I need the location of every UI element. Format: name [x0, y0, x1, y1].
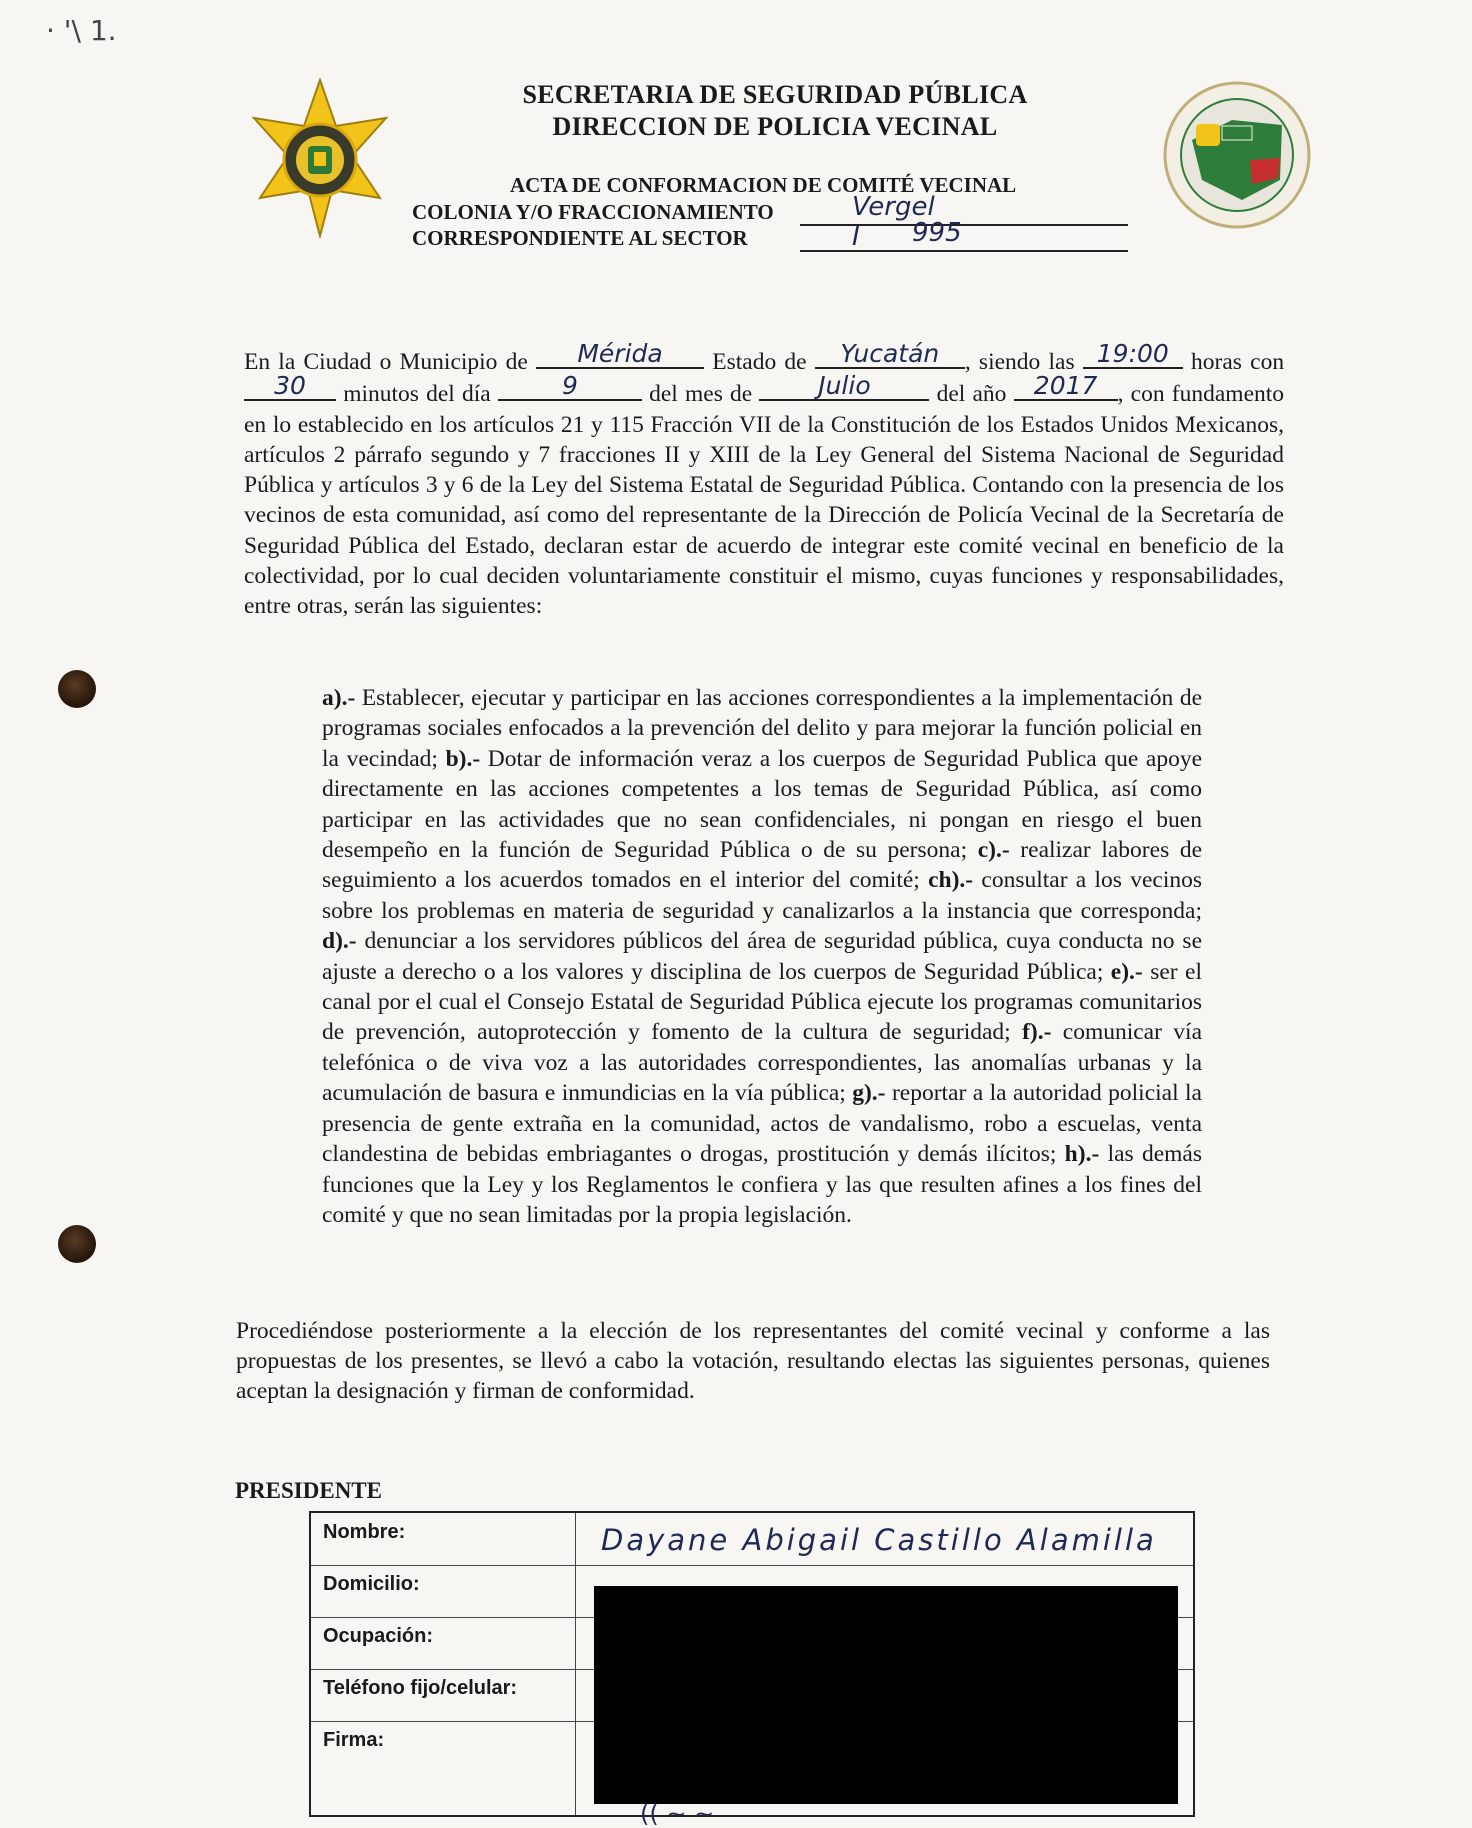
func-g-key: g).-: [852, 1080, 886, 1107]
punch-hole-top: [58, 670, 96, 708]
func-g-text: reportar a la autoridad policial la presencia de gente extraña en la comunidad, actos de vandalismo, robo a escuelas, venta clandestina de bebidas embriagantes o drogas, prostitución y demás ilícitos;: [322, 1080, 1202, 1168]
func-e-key: e).-: [1110, 958, 1143, 985]
table-row-nombre: [311, 1513, 1193, 1566]
header-title: SECRETARIA DE SEGURIDAD PÚBLICA: [522, 80, 1028, 109]
minutos-value: 30: [274, 371, 306, 401]
closing-paragraph: Procediéndose posteriormente a la elección de los representantes del comité vecinal y conforme a las propuestas de los presentes, se llevó a cabo la votación, resultando electas las siguientes personas, quienes aceptan la designación y firman de conformidad.: [236, 1318, 1270, 1404]
hora-value: 19:00: [1096, 339, 1169, 368]
estado-value: Yucatán: [840, 339, 940, 368]
func-h-key: h).-: [1064, 1141, 1100, 1168]
council-seal-emblem: [1162, 80, 1312, 230]
func-h-text: las demás funciones que la Ley y los Reglamentos le confiera y las que resulten afines a los fines del comité y que no sean limitadas por la propia legislación.: [322, 1141, 1202, 1228]
telefono-label: Teléfono fijo/celular:: [323, 1677, 518, 1699]
header-subtitle: DIRECCION DE POLICIA VECINAL: [552, 112, 998, 141]
colonia-line: [800, 200, 1128, 226]
municipio-blank: [536, 339, 704, 369]
intro-text-3: , siendo las: [964, 349, 1075, 375]
func-d-text: denunciar a los servidores públicos del área de seguridad pública, cuya conducta no se ajuste a derecho o a los valores y disciplina de los cuerpos de Seguridad Pública;: [322, 928, 1202, 985]
func-b-text: Dotar de información veraz a los cuerpos de Seguridad Publica que apoye directamente en las acciones competentes a los temas de Seguridad Pública, así como participar en las actividades que no sean confidenciales, ni pongan en riesgo el buen desempeño en la función de Seguridad Pública o de su persona;: [322, 745, 1202, 864]
dia-value: 9: [561, 371, 578, 401]
signature-scribble: (( ~ ~: [640, 1800, 715, 1828]
func-f-text: comunicar vía telefónica o de viva voz a las autoridades correspondientes, las anomalías urbanas y la acumulación de basura e inmundicias en la vía pública;: [322, 1019, 1202, 1107]
func-e-text: ser el canal por el cual el Consejo Estatal de Seguridad Pública ejecute los programas comunitarios de prevención, autoprotección y fomento de la cultura de seguridad;: [322, 958, 1202, 1046]
intro-text-8: , con fundamento en lo establecido en los artículos 21 y 115 Fracción VII de la Constitución de los Estados Unidos Mexicanos, artículos 2 párrafo segundo y 7 fracciones II y XIII de la Ley General del Sistema Nacional de Seguridad Pública y artículos 3 y 6 de la Ley del Sistema Estatal de Seguridad Pública. Contando con la presencia de los vecinos de esta comunidad, así como del representante de la Dirección de Policía Vecinal de la Secretaría de Seguridad Pública del Estado, declaran estar de acuerdo de integrar este comité vecinal en beneficio de la colectividad, por lo cual deciden voluntariamente constituir el mismo, cuyas funciones y responsabilidades, entre otras, serán las siguientes:: [244, 381, 1285, 620]
ssp-star-emblem: [240, 78, 400, 238]
estado-blank: [815, 339, 965, 369]
acta-heading: ACTA DE CONFORMACION DE COMITÉ VECINAL: [510, 173, 1017, 197]
punch-hole-bottom: [58, 1225, 96, 1263]
municipio-value: Mérida: [577, 339, 663, 368]
intro-text-1: En la Ciudad o Municipio de: [244, 349, 528, 375]
func-f-key: f).-: [1022, 1019, 1052, 1046]
intro-text-6: del mes de: [649, 381, 753, 408]
ocupacion-label: Ocupación:: [323, 1625, 434, 1647]
mes-blank: [759, 371, 929, 401]
nombre-value: Dayane Abigail Castillo Alamilla: [601, 1523, 1157, 1557]
mes-value: Julio: [818, 371, 871, 401]
anio-blank: [1014, 371, 1118, 401]
colonia-label: COLONIA Y/O FRACCIONAMIENTO: [412, 200, 774, 224]
colonia-value: Vergel I: [852, 192, 935, 252]
firma-label: Firma:: [323, 1729, 385, 1751]
hora-blank: [1083, 339, 1183, 369]
presidente-heading: PRESIDENTE: [235, 1478, 382, 1503]
anio-value: 2017: [1033, 371, 1098, 401]
minutos-blank: [244, 371, 336, 401]
nombre-label: Nombre:: [323, 1521, 406, 1543]
sector-value: 995: [912, 218, 962, 248]
redaction-block: [594, 1586, 1178, 1804]
func-c-key: c).-: [977, 837, 1010, 864]
intro-text-4: horas con: [1191, 349, 1285, 375]
intro-text-5: minutos del día: [343, 381, 491, 408]
func-b-key: b).-: [445, 745, 481, 772]
domicilio-label: Domicilio:: [323, 1573, 420, 1595]
functions-paragraph: [322, 683, 1202, 1230]
func-d-key: d).-: [322, 928, 357, 955]
sector-line: [800, 226, 1128, 252]
func-ch-text: consultar a los vecinos sobre los problemas en materia de seguridad y canalizarlos a la instancia que corresponda;: [322, 867, 1202, 924]
corner-mark: · '\ 1.: [46, 14, 117, 47]
func-a-key: a).-: [322, 685, 356, 711]
intro-paragraph: [244, 339, 1285, 622]
func-a-text: Establecer, ejecutar y participar en las acciones correspondientes a la implementación de programas sociales enfocados a la prevención del delito y para mejorar la función policial en la vecindad;: [322, 685, 1202, 772]
intro-text-7: del año: [936, 381, 1007, 408]
func-c-text: realizar labores de seguimiento a los acuerdos tomados en el interior del comité;: [322, 837, 1203, 894]
dia-blank: [498, 371, 642, 401]
func-ch-key: ch).-: [928, 867, 974, 894]
intro-text-2: Estado de: [712, 349, 807, 375]
sector-label: CORRESPONDIENTE AL SECTOR: [412, 226, 748, 250]
